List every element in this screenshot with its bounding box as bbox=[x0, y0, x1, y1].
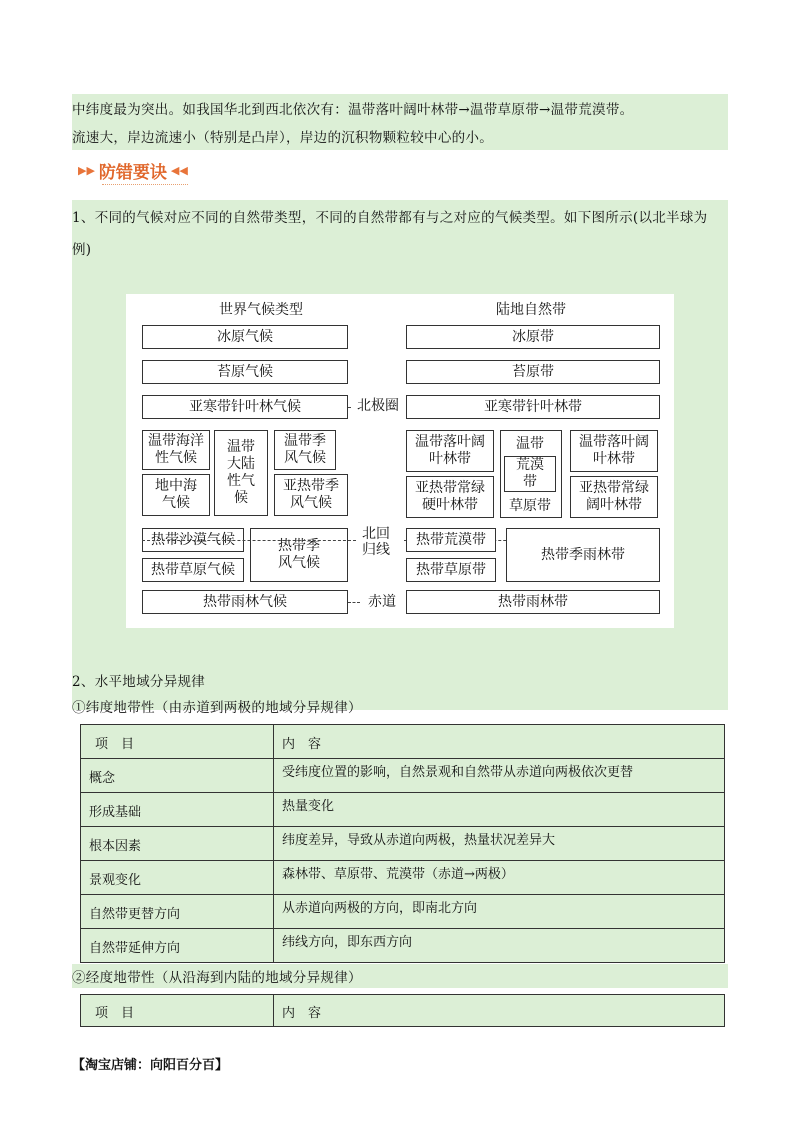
table-header-row bbox=[81, 995, 725, 1027]
table-header-cell: 内 容 bbox=[274, 995, 725, 1027]
table-row bbox=[81, 759, 725, 793]
table-cell: 热量变化 bbox=[274, 793, 725, 827]
table-row bbox=[81, 793, 725, 827]
table-row bbox=[81, 895, 725, 929]
table-cell: 森林带、草原带、荒漠带（赤道→两极） bbox=[274, 861, 725, 895]
heading-underline bbox=[102, 184, 188, 185]
table-cell: 纬线方向，即东西方向 bbox=[274, 929, 725, 963]
subtropical-evergreen-box: 亚热带常绿阔叶林带 bbox=[570, 476, 658, 518]
latitude-table bbox=[80, 724, 725, 963]
table-cell: 自然带更替方向 bbox=[81, 895, 274, 929]
sub-heading-2: ②经度地带性（从沿海到内陆的地域分异规律） bbox=[72, 970, 362, 986]
table-header-cell: 项 目 bbox=[81, 725, 274, 759]
ice-climate-box: 冰原气候 bbox=[142, 325, 348, 349]
arctic-circle-label: 北极圈 bbox=[352, 398, 404, 414]
table-cell: 受纬度位置的影响，自然景观和自然带从赤道向两极依次更替 bbox=[274, 759, 725, 793]
temperate-continental-box: 温带大陆性气候 bbox=[214, 430, 268, 516]
left-title: 世界气候类型 bbox=[196, 302, 326, 318]
section-heading bbox=[78, 158, 188, 183]
sub-heading-1: ①纬度地带性（由赤道到两极的地域分异规律） bbox=[72, 700, 362, 716]
footer-shop-label: 【淘宝店铺：向阳百分百】 bbox=[72, 1058, 229, 1073]
text-line-1: 中纬度最为突出。如我国华北到西北依次有：温带落叶阔叶林带→温带草原带→温带荒漠带。 bbox=[72, 102, 634, 118]
table-cell: 自然带延伸方向 bbox=[81, 929, 274, 963]
point-1-line-b: 例) bbox=[72, 242, 92, 258]
tropical-desert-climate-box: 热带沙漠气候 bbox=[142, 528, 244, 552]
hard-leaf-forest-box: 亚热带常绿硬叶林带 bbox=[406, 476, 494, 518]
tropic-of-cancer-label: 北回归线 bbox=[358, 526, 394, 558]
table-row bbox=[81, 827, 725, 861]
temperate-zone-frame bbox=[500, 430, 562, 518]
climate-zone-diagram bbox=[126, 294, 674, 628]
ice-zone-box: 冰原带 bbox=[406, 325, 660, 349]
subarctic-zone-box: 亚寒带针叶林带 bbox=[406, 395, 660, 419]
temperate-deciduous-right-box: 温带落叶阔叶林带 bbox=[570, 430, 658, 472]
table-row bbox=[81, 929, 725, 963]
temperate-zone-label: 温带 bbox=[504, 436, 556, 452]
table-header-row bbox=[81, 725, 725, 759]
tropical-desert-zone-box: 热带荒漠带 bbox=[406, 528, 496, 552]
table-cell: 景观变化 bbox=[81, 861, 274, 895]
tundra-zone-box: 苔原带 bbox=[406, 360, 660, 384]
arrow-left-icon: ◀◀ bbox=[170, 164, 188, 177]
temperate-monsoon-box: 温带季风气候 bbox=[274, 430, 336, 470]
temperate-desert-box: 荒漠带 bbox=[504, 456, 556, 492]
point-1-line-a: 1、不同的气候对应不同的自然带类型，不同的自然带都有与之对应的气候类型。如下图所示(以北半球为 bbox=[72, 210, 708, 226]
table-header-cell: 内 容 bbox=[274, 725, 725, 759]
table-cell: 纬度差异，导致从赤道向两极，热量状况差异大 bbox=[274, 827, 725, 861]
table-cell: 概念 bbox=[81, 759, 274, 793]
rainforest-zone-box: 热带雨林带 bbox=[406, 590, 660, 614]
temperate-marine-box: 温带海洋性气候 bbox=[142, 430, 210, 470]
right-title: 陆地自然带 bbox=[466, 302, 596, 318]
text-line-2: 流速大，岸边流速小（特别是凸岸），岸边的沉积物颗粒较中心的小。 bbox=[72, 130, 494, 146]
tropic-dash-left bbox=[142, 540, 356, 541]
point-2: 2、水平地域分异规律 bbox=[72, 674, 206, 690]
table-cell: 从赤道向两极的方向，即南北方向 bbox=[274, 895, 725, 929]
subtropical-monsoon-box: 亚热带季风气候 bbox=[274, 474, 348, 516]
temperate-deciduous-left-box: 温带落叶阔叶林带 bbox=[406, 430, 494, 472]
tropical-monsoon-climate-box: 热带季风气候 bbox=[250, 528, 348, 582]
arrow-right-icon: ▶▶ bbox=[78, 164, 95, 177]
heading-text: 防错要诀 bbox=[98, 163, 167, 183]
tropical-grass-zone-box: 热带草原带 bbox=[406, 558, 496, 582]
table-row bbox=[81, 861, 725, 895]
tropical-monsoon-zone-box: 热带季雨林带 bbox=[506, 528, 660, 582]
equator-label: 赤道 bbox=[362, 594, 402, 610]
tropical-grass-climate-box: 热带草原气候 bbox=[142, 558, 244, 582]
subarctic-climate-box: 亚寒带针叶林气候 bbox=[142, 395, 348, 419]
table-cell: 根本因素 bbox=[81, 827, 274, 861]
mediterranean-box: 地中海气候 bbox=[142, 474, 210, 516]
tundra-climate-box: 苔原气候 bbox=[142, 360, 348, 384]
rainforest-climate-box: 热带雨林气候 bbox=[142, 590, 348, 614]
temperate-grass-label: 草原带 bbox=[504, 498, 556, 514]
table-header-cell: 项 目 bbox=[81, 995, 274, 1027]
table-cell: 形成基础 bbox=[81, 793, 274, 827]
equator-dash bbox=[348, 602, 360, 603]
longitude-table bbox=[80, 994, 725, 1027]
